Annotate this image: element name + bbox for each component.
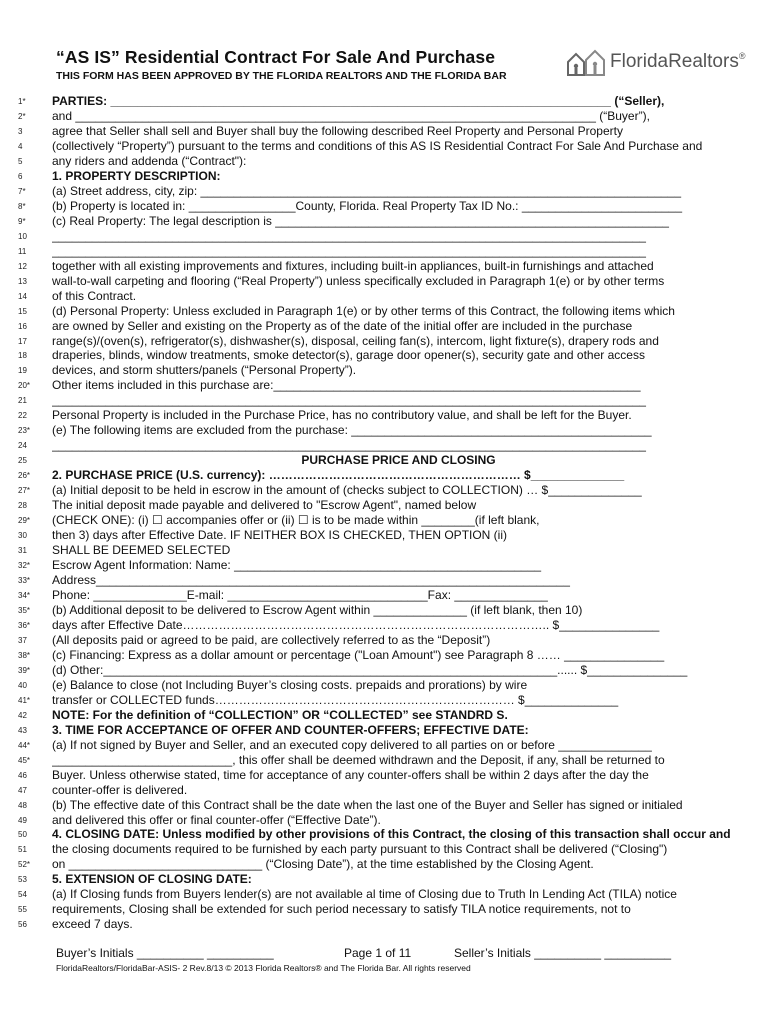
contract-line (0, 214, 770, 229)
line-number: 21 (18, 396, 27, 406)
line-number: 12 (18, 261, 27, 271)
line-text: the closing documents required to be furnished by each party pursuant to this Contract shall be delivered (“Closing") (52, 842, 668, 857)
line-number: 8* (18, 201, 26, 211)
line-number: 40 (18, 680, 27, 690)
contract-line (0, 109, 770, 124)
line-number: 38* (18, 650, 31, 660)
contract-line (0, 139, 770, 154)
line-text: The initial deposit made payable and delivered to "Escrow Agent", named below (52, 498, 477, 513)
line-number: 29* (18, 516, 31, 526)
contract-line (0, 408, 770, 423)
line-text: Phone: ______________E-mail: ______________________________Fax: ______________ (52, 587, 548, 602)
line-number: 9* (18, 216, 26, 226)
line-number: 30 (18, 531, 27, 541)
contract-line (0, 304, 770, 319)
line-text: (collectively “Property”) pursuant to the terms and conditions of this AS IS Residential Contract For Sale And Purchase and (52, 138, 703, 153)
line-text: 4. CLOSING DATE: Unless modified by other provisions of this Contract, the closing of this transaction shall occur and (52, 827, 731, 842)
line-number: 50 (18, 830, 27, 840)
contract-line (0, 827, 770, 842)
line-number: 26* (18, 471, 31, 481)
line-number: 19 (18, 366, 27, 376)
contract-line (0, 393, 770, 408)
line-number: 48 (18, 800, 27, 810)
contract-line (0, 468, 770, 483)
contract-line (0, 813, 770, 828)
contract-line (0, 603, 770, 618)
line-text: then 3) days after Effective Date. IF NEITHER BOX IS CHECKED, THEN OPTION (ii) (52, 528, 508, 543)
line-text: (d) Personal Property: Unless excluded in Paragraph 1(e) or by other terms of this Contract, the following items which (52, 303, 675, 318)
line-text: Other items included in this purchase are:_______________________________________________________ (52, 378, 641, 393)
line-text: _________________________________________________________________________________________ (52, 243, 646, 258)
line-number: 49 (18, 815, 27, 825)
line-text: range(s)/(oven(s), refrigerator(s), dishwasher(s), disposal, ceiling fan(s), intercom, light fixture(s), drapery rods and (52, 333, 659, 348)
line-number: 39* (18, 665, 31, 675)
buyer-initials: Buyer’s Initials __________ __________ (56, 946, 274, 960)
line-number: 41* (18, 695, 31, 705)
line-text: Escrow Agent Information: Name: ______________________________________________ (52, 558, 542, 573)
line-number: 28 (18, 501, 27, 511)
line-number: 46 (18, 770, 27, 780)
seller-initials: Seller’s Initials __________ __________ (454, 946, 672, 960)
line-number: 14 (18, 291, 27, 301)
line-number: 34* (18, 590, 31, 600)
line-text: 2. PURCHASE PRICE (U.S. currency): ……………………………………………………… $______________ (52, 468, 625, 483)
line-text: NOTE: For the definition of “COLLECTION” OR “COLLECTED” see STANDRD S. (52, 707, 508, 722)
contract-line (0, 693, 770, 708)
houses-people-icon (566, 48, 606, 76)
contract-line (0, 723, 770, 738)
line-text: agree that Seller shall sell and Buyer shall buy the following described Reel Property and Personal Property (52, 123, 623, 138)
line-number: 31 (18, 546, 27, 556)
line-text: and ______________________________________________________________________________ (“Buyer”), (52, 108, 650, 123)
contract-line (0, 244, 770, 259)
line-text: any riders and addenda (“Contract"): (52, 153, 247, 168)
line-text: exceed 7 days. (52, 917, 133, 932)
line-number: 15 (18, 306, 27, 316)
line-text: (e) The following items are excluded from the purchase: _____________________________________________ (52, 423, 652, 438)
line-text: (a) Initial deposit to be held in escrow in the amount of (checks subject to COLLECTION) … $______________ (52, 483, 642, 498)
line-text: (d) Other:____________________________________________________________________...... $_______________ (52, 662, 688, 677)
line-number: 45* (18, 755, 31, 765)
contract-line (0, 259, 770, 274)
contract-line (0, 124, 770, 139)
line-number: 3 (18, 126, 23, 136)
line-number: 7* (18, 186, 26, 196)
line-text: (c) Real Property: The legal description is ___________________________________________________________ (52, 213, 669, 228)
contract-line (0, 857, 770, 872)
line-number: 18 (18, 351, 27, 361)
contract-line (0, 513, 770, 528)
line-number: 52* (18, 860, 31, 870)
contract-line (0, 678, 770, 693)
line-text: days after Effective Date……………………………………………………………………………….. $_______________ (52, 617, 660, 632)
contract-line (0, 184, 770, 199)
line-number: 2* (18, 111, 26, 121)
logo-wordmark: FloridaRealtors® (610, 51, 746, 72)
line-text: (c) Financing: Express as a dollar amount or percentage ("Loan Amount") see Paragraph 8 …… _______________ (52, 647, 665, 662)
line-text: (All deposits paid or agreed to be paid, are collectively referred to as the “Deposit”) (52, 632, 491, 647)
contract-line (0, 274, 770, 289)
line-text: (a) If not signed by Buyer and Seller, and an executed copy delivered to all parties on or before ______________ (52, 737, 652, 752)
line-text: wall-to-wall carpeting and flooring (“Real Property”) unless specifically excluded in Paragraph 1(e) or by other terms (52, 273, 665, 288)
line-number: 44* (18, 740, 31, 750)
contract-line (0, 842, 770, 857)
contract-line (0, 169, 770, 184)
line-text: Personal Property is included in the Purchase Price, has no contributory value, and shall be left for the Buyer. (52, 408, 632, 423)
line-text: draperies, blinds, window treatments, smoke detector(s), garage door opener(s), security gate and other access (52, 348, 645, 363)
line-number: 54 (18, 890, 27, 900)
line-number: 5 (18, 156, 23, 166)
contract-line (0, 708, 770, 723)
line-number: 55 (18, 905, 27, 915)
contract-line (0, 438, 770, 453)
line-number: 47 (18, 785, 27, 795)
line-number: 4 (18, 141, 23, 151)
contract-line (0, 528, 770, 543)
contract-line (0, 453, 770, 468)
line-text: counter-offer is delivered. (52, 782, 188, 797)
line-text: together with all existing improvements and fixtures, including built-in appliances, built-in furnishings and attached (52, 258, 654, 273)
line-number: 10 (18, 231, 27, 241)
contract-body (0, 94, 770, 932)
line-text: are owned by Seller and existing on the Property as of the date of the initial offer are included in the purchase (52, 318, 633, 333)
contract-line (0, 648, 770, 663)
contract-line (0, 663, 770, 678)
contract-line (0, 588, 770, 603)
line-number: 16 (18, 321, 27, 331)
line-text: PARTIES: ___________________________________________________________________________ (“Seller), (52, 94, 665, 108)
line-number: 53 (18, 875, 27, 885)
line-number: 25 (18, 456, 27, 466)
contract-line (0, 618, 770, 633)
line-text: _________________________________________________________________________________________ (52, 438, 646, 453)
contract-line (0, 798, 770, 813)
line-number: 51 (18, 845, 27, 855)
line-number: 27* (18, 486, 31, 496)
line-text: 1. PROPERTY DESCRIPTION: (52, 168, 221, 183)
line-number: 13 (18, 276, 27, 286)
line-text: of this Contract. (52, 288, 137, 303)
contract-line (0, 768, 770, 783)
line-text: transfer or COLLECTED funds………………………………………………………………… $______________ (52, 692, 619, 707)
document-title: “AS IS” Residential Contract For Sale And Purchase (56, 47, 496, 67)
line-text: ___________________________, this offer shall be deemed withdrawn and the Deposit, if any, shall be returned to (52, 752, 665, 767)
contract-line (0, 229, 770, 244)
line-text: and delivered this offer or final counter-offer (“Effective Date”). (52, 812, 381, 827)
line-number: 43 (18, 725, 27, 735)
contract-line (0, 154, 770, 169)
line-number: 37 (18, 635, 27, 645)
contract-line (0, 633, 770, 648)
contract-line (0, 543, 770, 558)
line-number: 23* (18, 426, 31, 436)
contract-line (0, 423, 770, 438)
contract-line (0, 94, 770, 109)
line-text: Buyer. Unless otherwise stated, time for acceptance of any counter-offers shall be within 2 days after the day the (52, 767, 649, 782)
contract-line (0, 199, 770, 214)
line-text: 3. TIME FOR ACCEPTANCE OF OFFER AND COUNTER-OFFERS; EFFECTIVE DATE: (52, 722, 529, 737)
contract-line (0, 319, 770, 334)
line-text: (a) If Closing funds from Buyers lender(s) are not available al time of Closing due to Truth In Lending Act (TILA) notice (52, 887, 677, 902)
line-text: (a) Street address, city, zip: ________________________________________________________________________ (52, 183, 682, 198)
line-text: on _____________________________ (“Closing Date”), at the time established by the Closing Agent. (52, 857, 594, 872)
contract-line (0, 917, 770, 932)
contract-line (0, 753, 770, 768)
line-text: devices, and storm shutters/panels (“Personal Property”). (52, 363, 357, 378)
line-text: _________________________________________________________________________________________ (52, 228, 646, 243)
contract-line (0, 558, 770, 573)
line-number: 42 (18, 710, 27, 720)
line-text: SHALL BE DEEMED SELECTED (52, 543, 231, 558)
line-text: (CHECK ONE): (i) ☐ accompanies offer or (ii) ☐ is to be made within ________(if left blank, (52, 513, 540, 528)
contract-line (0, 887, 770, 902)
line-text: Address_______________________________________________________________________ (52, 573, 570, 587)
line-number: 56 (18, 920, 27, 930)
document-subtitle: THIS FORM HAS BEEN APPROVED BY THE FLORIDA REALTORS AND THE FLORIDA BAR (56, 70, 507, 82)
line-text: (b) The effective date of this Contract shall be the date when the last one of the Buyer and Seller has signed or initialed (52, 797, 683, 812)
contract-line (0, 289, 770, 304)
contract-line (0, 334, 770, 349)
contract-line (0, 483, 770, 498)
page-number: Page 1 of 11 (344, 946, 412, 960)
contract-line (0, 783, 770, 798)
contract-line (0, 498, 770, 513)
line-number: 20* (18, 381, 31, 391)
line-number: 6 (18, 171, 23, 181)
line-text: (b) Additional deposit to be delivered to Escrow Agent within ______________ (if left blank, then 10) (52, 602, 583, 617)
line-number: 24 (18, 441, 27, 451)
line-number: 36* (18, 620, 31, 630)
line-number: 35* (18, 605, 31, 615)
contract-line (0, 902, 770, 917)
contract-line (0, 363, 770, 378)
contract-line (0, 348, 770, 363)
contract-line (0, 872, 770, 887)
copyright-line: FloridaRealtors/FloridaBar-ASIS- 2 Rev.8/13 © 2013 Florida Realtors® and The Florida Bar. All rights reserved (56, 963, 471, 973)
line-number: 22 (18, 411, 27, 421)
line-number: 1* (18, 97, 26, 106)
line-text: requirements, Closing shall be extended for such period necessary to satisfy TILA notice requirements, not to (52, 902, 631, 917)
line-text: (e) Balance to close (not Including Buyer’s closing costs. prepaids and prorations) by wire (52, 677, 528, 692)
florida-realtors-logo (566, 47, 745, 77)
contract-line (0, 573, 770, 588)
line-text: (b) Property is located in: ________________County, Florida. Real Property Tax ID No.: ________________________ (52, 198, 682, 213)
line-number: 11 (18, 246, 27, 256)
line-text: 5. EXTENSION OF CLOSING DATE: (52, 872, 252, 887)
line-number: 33* (18, 576, 31, 585)
line-number: 32* (18, 561, 31, 571)
line-text: _________________________________________________________________________________________ (52, 393, 646, 408)
line-text: PURCHASE PRICE AND CLOSING (301, 453, 496, 468)
line-number: 17 (18, 336, 27, 346)
contract-line (0, 378, 770, 393)
contract-line (0, 738, 770, 753)
